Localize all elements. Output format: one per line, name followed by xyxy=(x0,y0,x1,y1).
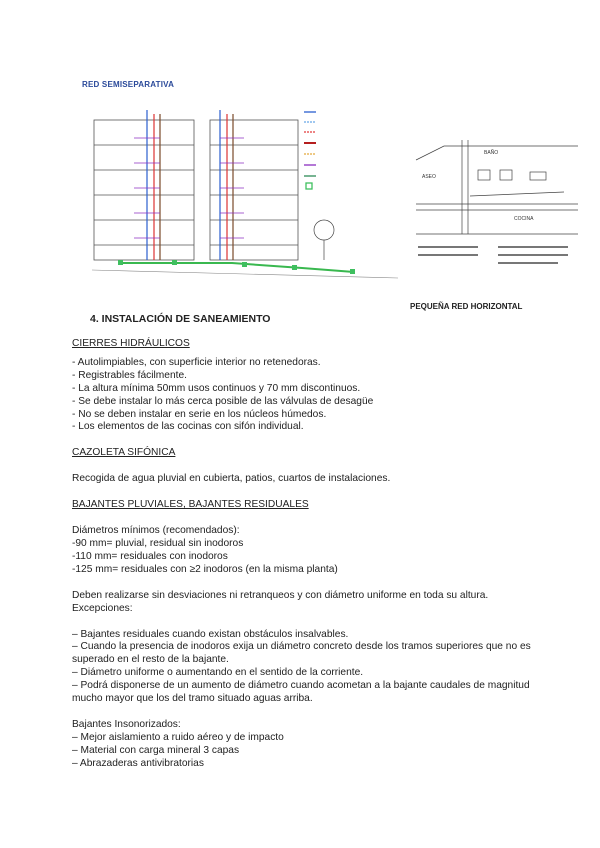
cazoleta-heading: CAZOLETA SIFÓNICA xyxy=(72,447,176,459)
list-item: - Registrables fácilmente. xyxy=(72,369,187,381)
diametros-intro: Diámetros mínimos (recomendados): xyxy=(72,525,240,537)
list-item: - Los elementos de las cocinas con sifón individual. xyxy=(72,421,304,433)
cierres-heading: CIERRES HIDRÁULICOS xyxy=(72,338,190,349)
list-item: - La altura mínima 50mm usos continuos y 70 mm discontinuos. xyxy=(72,382,361,394)
label-bano: BAÑO xyxy=(484,150,499,156)
figure-caption: PEQUEÑA RED HORIZONTAL xyxy=(410,302,523,311)
list-item: – Diámetro uniforme o aumentando en el sentido de la corriente. xyxy=(72,667,364,679)
list-item: – Cuando la presencia de inodoros exija un diámetro concreto desde los tramos superiores que no es superado en el resto de la bajante. xyxy=(72,641,531,666)
label-cocina: COCINA xyxy=(514,216,534,222)
list-item: - Autolimpiables, con superficie interior no retenedoras. xyxy=(72,356,321,368)
small-horizontal-network-diagram xyxy=(414,126,580,276)
list-item: – Bajantes residuales cuando existan obstáculos insalvables. xyxy=(72,628,349,640)
list-item: -110 mm= residuales con inodoros xyxy=(72,550,228,562)
figure-title: RED SEMISEPARATIVA xyxy=(82,80,175,89)
excepciones-label: Excepciones: xyxy=(72,602,133,614)
list-item: – Abrazaderas antivibratorias xyxy=(72,757,204,769)
body-content xyxy=(72,338,542,771)
uniform-text: Deben realizarse sin desviaciones ni retranqueos y con diámetro uniforme en toda su altura. xyxy=(72,589,489,601)
building-drainage-diagram xyxy=(92,100,402,290)
list-item: - Se debe instalar lo más cerca posible de las válvulas de desagüe xyxy=(72,395,374,407)
list-item: -90 mm= pluvial, residual sin inodoros xyxy=(72,537,244,549)
list-item: - No se deben instalar en serie en los núcleos húmedos. xyxy=(72,408,327,420)
cazoleta-text: Recogida de agua pluvial en cubierta, patios, cuartos de instalaciones. xyxy=(72,473,391,485)
section-title: 4. INSTALACIÓN DE SANEAMIENTO xyxy=(90,313,271,325)
list-item: – Material con carga mineral 3 capas xyxy=(72,744,240,756)
list-item: – Podrá disponerse de un aumento de diámetro cuando acometan a la bajante caudales de magnitud mucho mayor que los del tramo situado aguas arriba. xyxy=(72,680,530,705)
insonorizados-intro: Bajantes Insonorizados: xyxy=(72,718,181,730)
bajantes-heading: BAJANTES PLUVIALES, BAJANTES RESIDUALES xyxy=(72,499,309,511)
label-aseo: ASEO xyxy=(422,174,436,180)
list-item: -125 mm= residuales con ≥2 inodoros (en la misma planta) xyxy=(72,563,338,575)
list-item: – Mejor aislamiento a ruido aéreo y de impacto xyxy=(72,731,284,743)
